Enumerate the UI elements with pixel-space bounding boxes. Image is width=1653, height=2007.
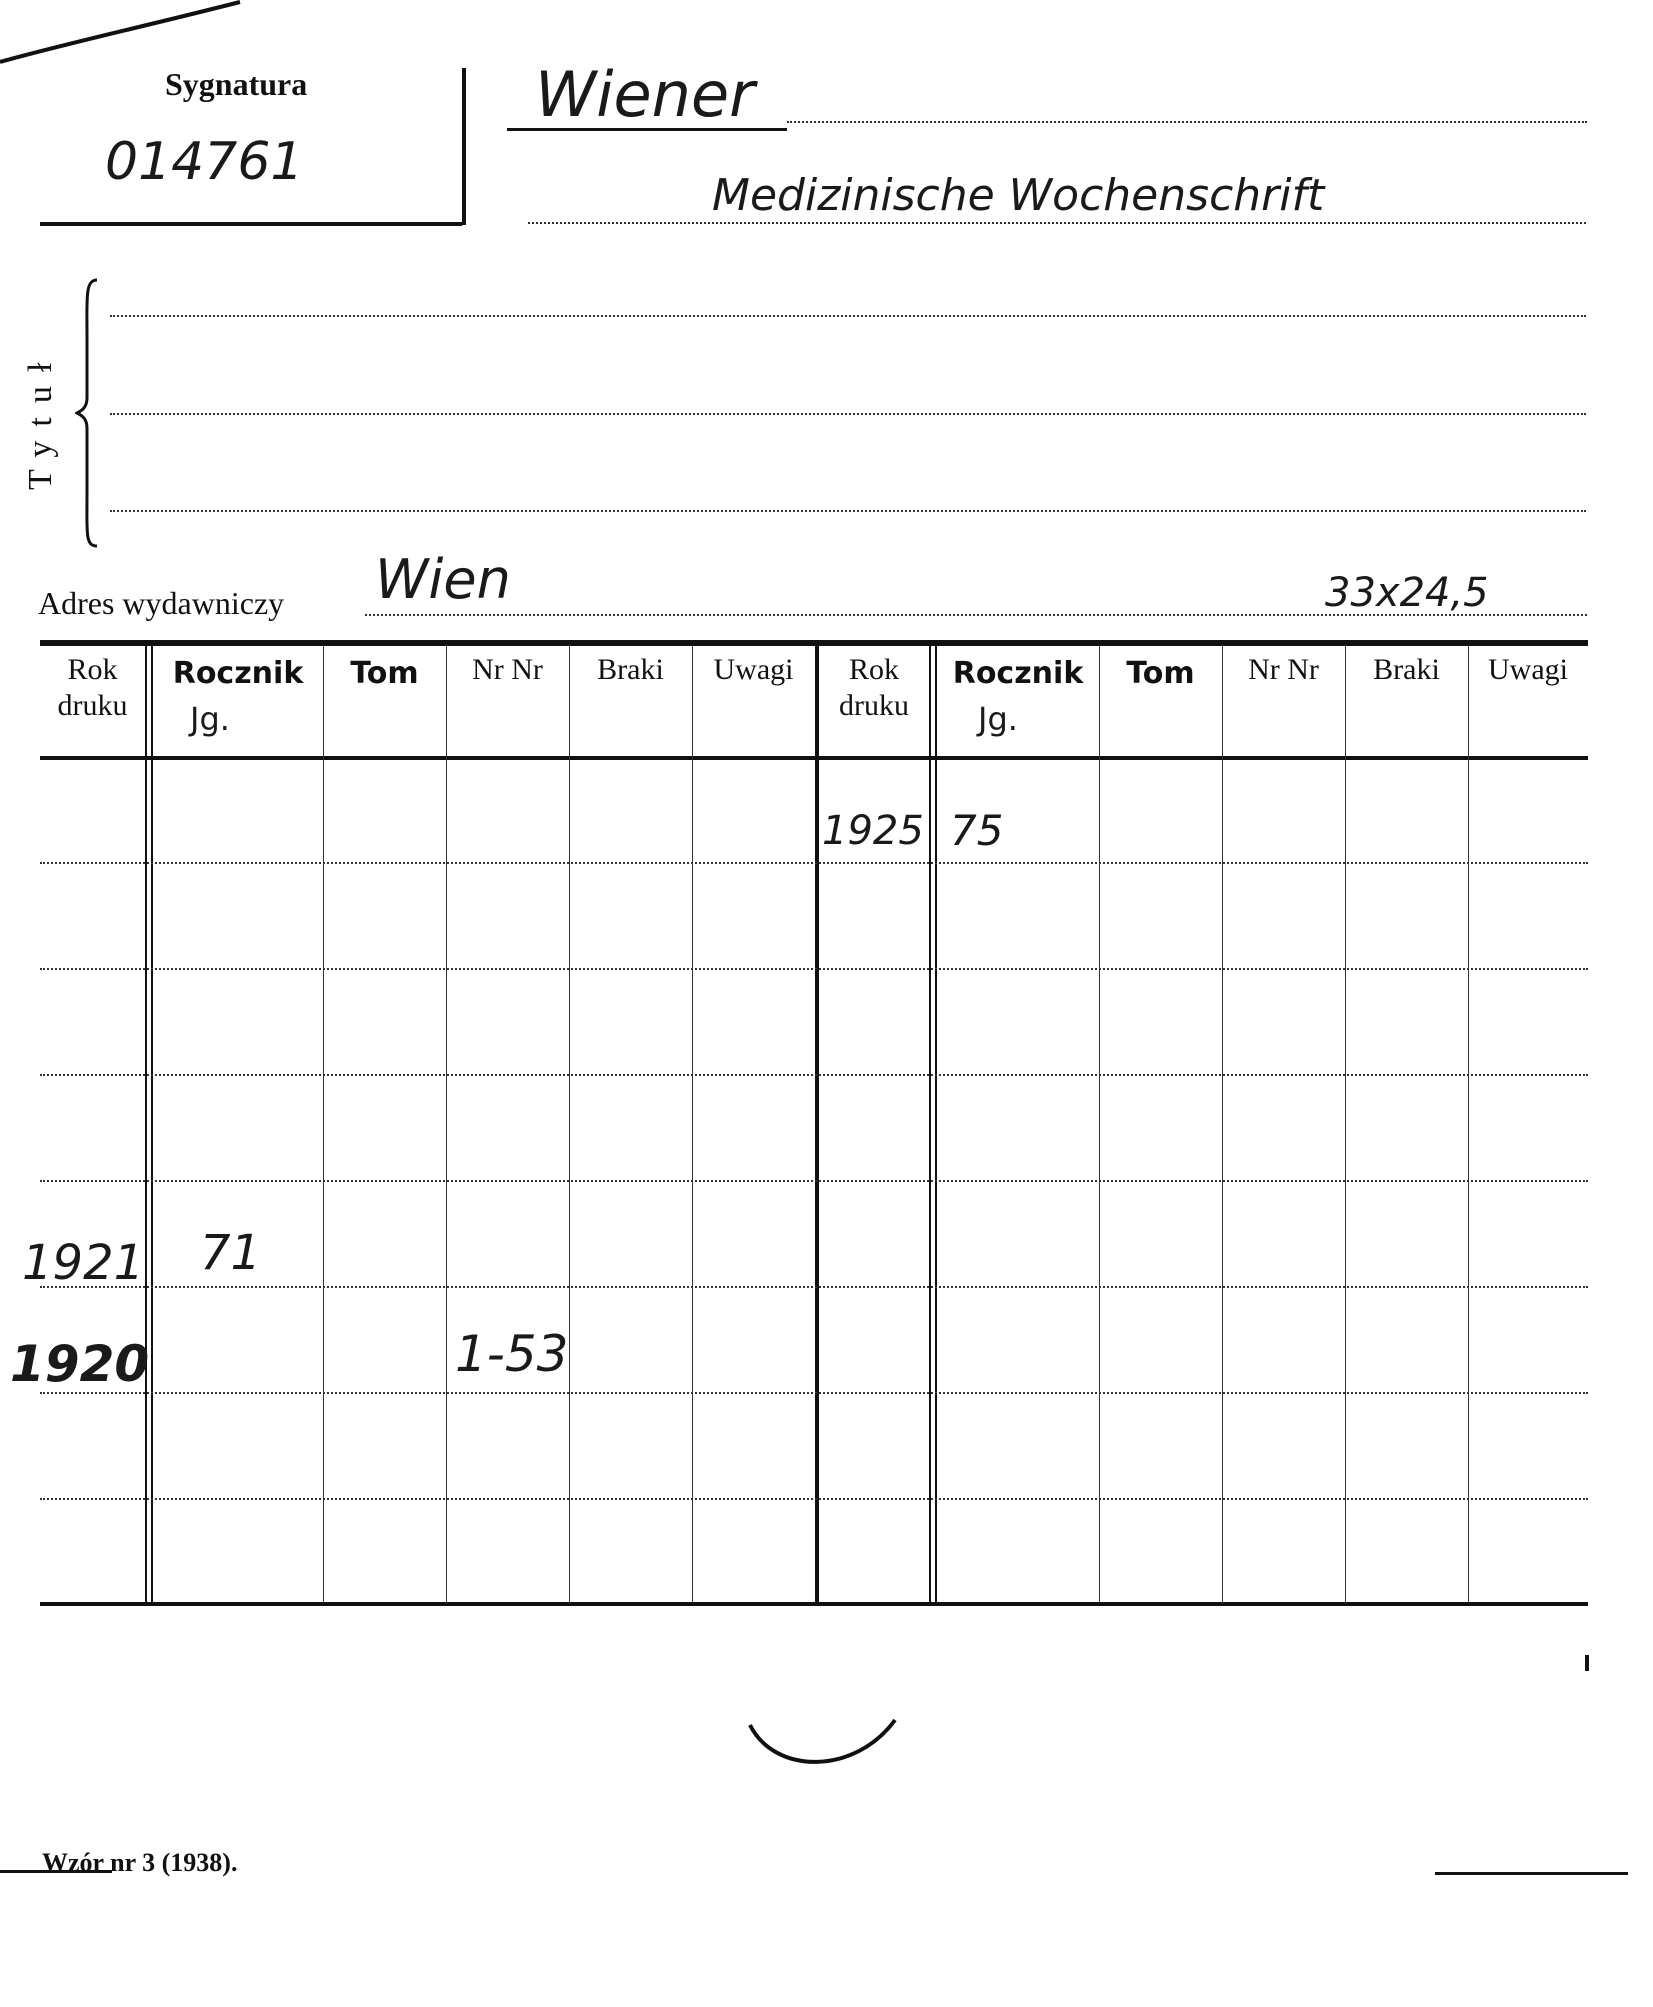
row-line xyxy=(40,1180,1588,1182)
col-divider xyxy=(1468,646,1469,1602)
col-divider xyxy=(151,646,153,1602)
row-line xyxy=(40,1286,1588,1288)
entry-rocznik-71: 71 xyxy=(200,1225,262,1281)
header-braki: Braki xyxy=(597,653,664,686)
table-bottom-rule xyxy=(40,1602,1588,1606)
col-divider xyxy=(692,646,693,1602)
ink-dot xyxy=(1585,1655,1589,1671)
footer-mark-right xyxy=(1435,1872,1628,1875)
col-divider xyxy=(1099,646,1100,1602)
publisher-label: Adres wydawniczy xyxy=(38,585,285,621)
header-rocznik: Rocznik xyxy=(952,656,1084,691)
signature-value: 014761 xyxy=(105,132,304,192)
publisher-value: Wien xyxy=(375,548,511,611)
signature-label: Sygnatura xyxy=(165,66,308,102)
col-divider xyxy=(935,646,937,1602)
header-nrnr: Nr Nr xyxy=(472,653,543,686)
entry-rocznik-75: 75 xyxy=(950,806,1004,855)
header-rok-druku: Rok druku xyxy=(839,653,909,722)
header-uwagi: Uwagi xyxy=(713,653,794,686)
header-braki: Braki xyxy=(1373,653,1440,686)
entry-nrnr-1-53: 1-53 xyxy=(455,1325,569,1383)
col-divider xyxy=(1222,646,1223,1602)
col-divider xyxy=(323,646,324,1602)
author-underline xyxy=(507,128,787,131)
entry-rok-1920: 1920 xyxy=(10,1335,150,1393)
title-dotted-line xyxy=(528,222,1586,224)
author-dotted-line xyxy=(787,121,1587,123)
dimensions-value: 33x24,5 xyxy=(1325,570,1489,616)
row-line xyxy=(40,1074,1588,1076)
header-rocznik-sub: Jg. xyxy=(190,700,230,738)
center-divider xyxy=(815,646,819,1602)
signature-underline xyxy=(40,222,462,226)
entry-rok-1921: 1921 xyxy=(22,1235,145,1291)
title-brace-icon xyxy=(75,278,105,548)
title-line-3 xyxy=(110,510,1586,512)
row-line xyxy=(40,1498,1588,1500)
title-line-1 xyxy=(110,315,1586,317)
entry-rok-1925: 1925 xyxy=(822,808,924,854)
title-line-2 xyxy=(110,413,1586,415)
row-line xyxy=(40,862,1588,864)
table-header-rule xyxy=(40,756,1588,760)
row-line xyxy=(40,968,1588,970)
header-rocznik-sub: Jg. xyxy=(978,700,1018,738)
header-rocznik: Rocznik xyxy=(172,656,304,691)
row-line xyxy=(40,1392,1588,1394)
author-text: Wiener xyxy=(535,58,755,131)
header-tom: Tom xyxy=(1126,656,1195,691)
col-divider xyxy=(145,646,147,1602)
col-divider xyxy=(1345,646,1346,1602)
title-text: Medizinische Wochenschrift xyxy=(712,170,1325,221)
header-rok-druku: Rok druku xyxy=(57,653,128,722)
header-nrnr: Nr Nr xyxy=(1248,653,1319,686)
col-divider xyxy=(929,646,931,1602)
table-top-rule xyxy=(40,640,1588,646)
signature-divider xyxy=(462,68,466,225)
title-side-label: Tytuł xyxy=(22,348,59,490)
form-footer: Wzór nr 3 (1938). xyxy=(42,1848,238,1877)
col-divider xyxy=(569,646,570,1602)
curve-mark xyxy=(745,1715,905,1785)
header-uwagi: Uwagi xyxy=(1488,653,1568,686)
header-tom: Tom xyxy=(350,656,419,691)
col-divider xyxy=(446,646,447,1602)
